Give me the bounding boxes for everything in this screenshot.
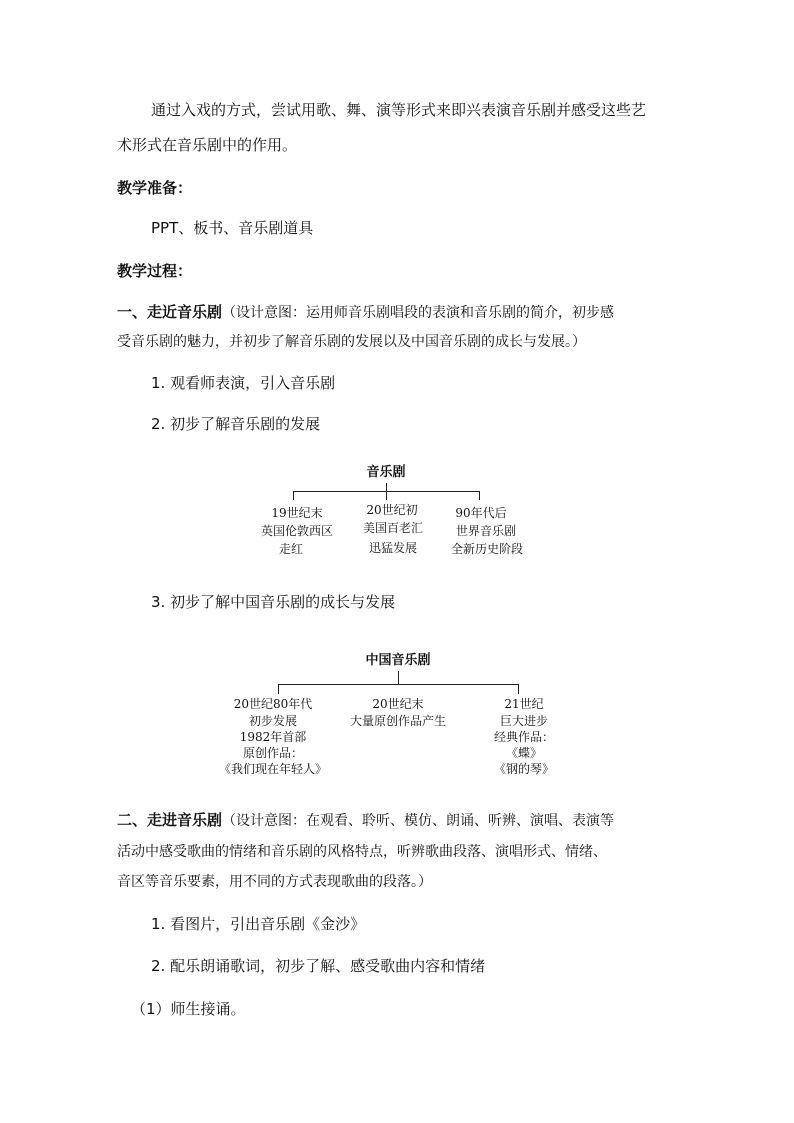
tree1-branch3-l1: 90年代后: [455, 506, 507, 520]
para1-line2: 术形式在音乐剧中的作用。: [117, 136, 298, 154]
prep-heading: 教学准备：: [117, 179, 193, 197]
tree1-branch3-l3: 全新历史阶段: [450, 542, 524, 556]
tree1-title: 音乐剧: [366, 465, 406, 480]
tree2-b3-l1: 21世纪: [504, 697, 544, 711]
tree1-branch2-l2: 美国百老汇: [362, 521, 424, 535]
section1-heading-line: [117, 302, 614, 323]
tree2-b1-l3: 1982年首部: [239, 730, 307, 744]
tree2-title: 中国音乐剧: [365, 653, 431, 668]
section2-sub1: （1）师生接诵。: [131, 1000, 246, 1018]
section1-intent-line1: （设计意图：运用师音乐剧唱段的表演和音乐剧的简介，初步感: [222, 305, 615, 321]
prep-content: PPT、板书、音乐剧道具: [151, 219, 314, 237]
tree1-branch3-l2: 世界音乐剧: [455, 524, 517, 538]
section1-title: 一、走近音乐剧: [117, 303, 223, 321]
tree2-b1-l4: 原创作品：: [242, 746, 304, 760]
para1-line1: 通过入戏的方式，尝试用歌、舞、演等形式来即兴表演音乐剧并感受这些艺: [151, 101, 647, 119]
section2-heading-line: [117, 810, 614, 831]
tree1-branch1-l2: 英国伦敦西区: [260, 524, 334, 538]
section2-intent-line3: 音区等音乐要素，用不同的方式表现歌曲的段落。）: [117, 874, 432, 890]
process-heading: 教学过程：: [117, 262, 193, 280]
tree2-b3-l2: 巨大进步: [499, 714, 549, 728]
tree2-b3-l4: 《蝶》: [505, 746, 543, 760]
tree2-b2-l2: 大量原创作品产生: [349, 714, 447, 728]
section1-item3: 3. 初步了解中国音乐剧的成长与发展: [151, 593, 396, 611]
tree2-b1-l1: 20世纪80年代: [233, 697, 313, 711]
tree1-branch2-l1: 20世纪初: [366, 503, 418, 517]
tree2-b3-l5: 《钢的琴》: [493, 762, 555, 776]
tree1-branch1-l1: 19世纪末: [271, 506, 323, 520]
tree2-b2-l1: 20世纪末: [372, 697, 424, 711]
section1-item1: 1. 观看师表演，引入音乐剧: [151, 374, 336, 392]
section2-intent-line2: 活动中感受歌曲的情绪和音乐剧的风格特点，听辨歌曲段落、演唱形式、情绪、: [117, 844, 607, 860]
section1-item2: 2. 初步了解音乐剧的发展: [151, 415, 321, 433]
tree1-branch1-l3: 走红: [278, 542, 304, 556]
section2-item1: 1. 看图片，引出音乐剧《金沙》: [151, 915, 366, 933]
tree1-branch2-l3: 迅猛发展: [368, 541, 418, 555]
section1-intent-line2: 受音乐剧的魅力，并初步了解音乐剧的发展以及中国音乐剧的成长与发展。）: [117, 334, 586, 350]
section2-intent-line1: （设计意图：在观看、聆听、模仿、朗诵、听辨、演唱、表演等: [222, 813, 615, 829]
section2-title: 二、走进音乐剧: [117, 811, 223, 829]
section2-item2: 2. 配乐朗诵歌词，初步了解、感受歌曲内容和情绪: [151, 957, 486, 975]
tree2-b1-l2: 初步发展: [248, 714, 298, 728]
tree2-b1-l5: 《我们现在年轻人》: [218, 762, 328, 776]
tree2-b3-l3: 经典作品：: [493, 730, 555, 744]
